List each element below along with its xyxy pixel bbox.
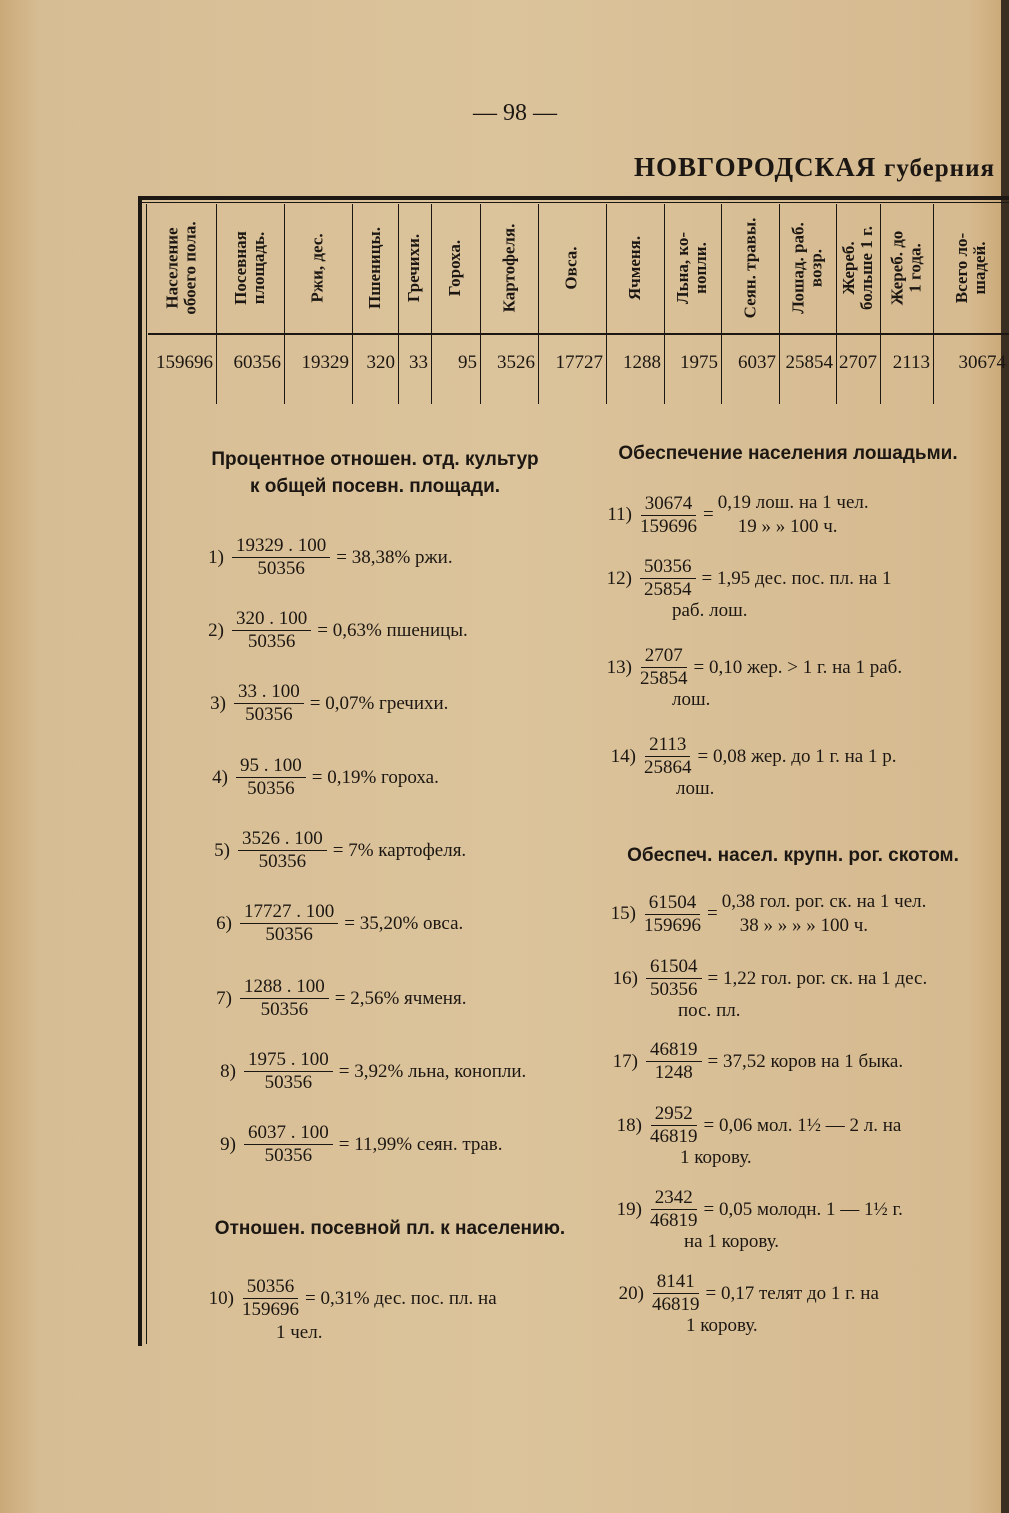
table-value-cell: 60356 <box>233 352 281 373</box>
table-top-rule-thin <box>138 202 1009 203</box>
formula-result: = 37,52 коров на 1 быка. <box>707 1050 904 1072</box>
table-value-cell: 3526 <box>497 352 535 373</box>
table-header-cell <box>721 206 779 330</box>
equals-sign: = <box>703 504 714 525</box>
table-header-label: Гречихи. <box>404 233 424 303</box>
denominator: 159696 <box>640 515 697 537</box>
formula-result: = 7% картофеля. <box>332 839 467 861</box>
formula <box>202 1122 503 1167</box>
page-heading <box>634 152 995 183</box>
denominator: 50356 <box>650 979 698 1000</box>
fraction <box>244 1049 333 1094</box>
formula-continuation: пос. пл. <box>678 1000 741 1021</box>
formula-number: 19) <box>616 1198 642 1220</box>
table-value-cell: 320 <box>366 352 395 373</box>
formula-15 <box>602 890 926 938</box>
table-header-label: Сеян. травы. <box>740 217 759 319</box>
numerator: 17727 . 100 <box>240 901 338 924</box>
formula <box>608 1187 903 1232</box>
formula-number: 4) <box>212 766 228 788</box>
numerator: 50356 <box>243 1276 299 1299</box>
formula-number: 9) <box>220 1133 236 1155</box>
numerator: 46819 <box>646 1039 702 1062</box>
numerator: 61504 <box>645 892 701 915</box>
formula-number: 20) <box>618 1282 644 1304</box>
result-line: 0,38 гол. рог. ск. на 1 чел. <box>721 891 927 912</box>
table-value-cell: 2113 <box>892 352 930 373</box>
formula-result: = 0,08 жер. до 1 г. на 1 р. <box>697 745 897 767</box>
formula-result: = 35,20% овса. <box>344 912 464 934</box>
numerator: 2952 <box>651 1103 697 1126</box>
formula-10 <box>200 1276 497 1321</box>
denominator: 50356 <box>247 778 295 799</box>
formula-number: 1) <box>208 546 224 568</box>
numerator: 95 . 100 <box>236 755 306 778</box>
numerator: 3526 . 100 <box>238 828 327 851</box>
formula-result: = 1,95 дес. пос. пл. на 1 <box>701 567 892 589</box>
fraction <box>650 1187 698 1232</box>
section-title-crops <box>175 446 575 500</box>
table-header-label: Посевная площадь. <box>231 231 269 305</box>
denominator: 50356 <box>264 1145 313 1166</box>
table-value-cell: 95 <box>458 352 477 373</box>
table-header-label: Жереб. больше 1 г. <box>839 225 876 311</box>
table-header-label: Лошад. раб. возр. <box>788 222 826 314</box>
section-title-population: Отношен. посевной пл. к населению. <box>214 1218 566 1239</box>
table-header-cell <box>480 206 538 330</box>
formula <box>604 956 927 1001</box>
table-value-cell: 159696 <box>156 352 213 373</box>
fraction <box>234 681 304 726</box>
formula-result: = 0,17 телят до 1 г. на <box>705 1282 879 1304</box>
table-value-cell: 33 <box>409 352 428 373</box>
formula-number: 10) <box>208 1287 234 1309</box>
table-header-cell <box>664 206 721 330</box>
formula-result: = 0,31% дес. пос. пл. на <box>305 1287 497 1309</box>
table-value-cell: 6037 <box>738 352 776 373</box>
numerator: 50356 <box>640 556 696 579</box>
denominator: 25864 <box>644 757 692 778</box>
section-title-cattle: Обеспеч. насел. крупн. рог. скотом. <box>627 845 959 866</box>
fraction <box>232 535 330 580</box>
table-value-cell: 2707 <box>839 352 877 373</box>
formula <box>610 1271 879 1316</box>
table-header-label: Овса. <box>562 246 581 290</box>
page-number: — 98 — <box>473 100 557 126</box>
formula-result: = 2,56% ячменя. <box>334 987 467 1009</box>
formula-number: 18) <box>616 1114 642 1136</box>
formula-continuation: лош. <box>672 689 711 710</box>
formula-number: 6) <box>216 912 232 934</box>
denominator: 50356 <box>247 631 296 652</box>
fraction <box>652 1271 700 1316</box>
table-value-cell: 25854 <box>785 352 833 373</box>
denominator: 1248 <box>654 1062 693 1083</box>
formula-continuation: 1 корову. <box>680 1147 752 1168</box>
formula-number: 5) <box>214 839 230 861</box>
formula-number: 12) <box>606 567 632 589</box>
table-value-cell: 1975 <box>680 352 718 373</box>
formula-number: 16) <box>612 967 638 989</box>
formula <box>202 1049 526 1094</box>
denominator: 50356 <box>260 999 309 1020</box>
formula <box>604 1039 903 1084</box>
formula <box>190 608 468 653</box>
table-header-label: Картофеля. <box>499 223 519 313</box>
result-line: 19 » » 100 ч. <box>737 516 838 537</box>
formula-number: 11) <box>607 504 632 525</box>
numerator: 33 . 100 <box>234 681 304 704</box>
table-header-cell <box>352 206 398 330</box>
table-header-label: Гороха. <box>445 239 465 297</box>
formula <box>192 681 448 726</box>
fraction <box>644 892 701 937</box>
formula-result: = 0,05 молодн. 1 — 1½ г. <box>703 1198 903 1220</box>
denominator: 50356 <box>264 1072 313 1093</box>
fraction <box>242 1276 299 1321</box>
table-value-cell: 17727 <box>555 352 603 373</box>
formula-continuation: 1 корову. <box>686 1315 758 1336</box>
fraction <box>640 645 688 690</box>
denominator: 46819 <box>650 1126 698 1147</box>
table-header-cell <box>398 206 431 330</box>
numerator: 320 . 100 <box>232 608 311 631</box>
formula-number: 8) <box>220 1060 236 1082</box>
fraction <box>238 828 327 873</box>
fraction <box>644 734 692 779</box>
formula-result: = 1,22 гол. рог. ск. на 1 дес. <box>707 967 928 989</box>
numerator: 8141 <box>653 1271 699 1294</box>
table-header-cell <box>431 206 480 330</box>
formula <box>598 556 892 601</box>
formula-number: 15) <box>610 903 636 924</box>
formula-number: 17) <box>612 1050 638 1072</box>
table-header-cell <box>880 206 933 330</box>
fraction <box>244 1122 333 1167</box>
fraction <box>646 956 702 1001</box>
table-header-label: Жереб. до 1 года. <box>887 230 925 306</box>
formula-result: = 0,19% гороха. <box>311 766 439 788</box>
formula <box>198 976 466 1021</box>
numerator: 2707 <box>641 645 687 668</box>
table-header-cell <box>216 206 284 330</box>
formula <box>194 755 439 800</box>
denominator: 46819 <box>652 1294 700 1315</box>
table-header-label: Всего ло- шадей. <box>951 232 989 304</box>
section-title-horses: Обеспечение населения лошадьми. <box>618 443 958 464</box>
formula-number: 14) <box>610 745 636 767</box>
result-line: 0,19 лош. на 1 чел. <box>717 492 869 513</box>
formula <box>608 1103 901 1148</box>
numerator: 30674 <box>641 493 697 516</box>
denominator: 50356 <box>257 558 305 579</box>
denominator: 25854 <box>640 668 688 689</box>
denominator: 50356 <box>258 851 307 872</box>
formula <box>190 535 453 580</box>
table-header-cell <box>147 206 216 330</box>
denominator: 50356 <box>265 924 313 945</box>
formula-continuation: раб. лош. <box>672 600 748 621</box>
numerator: 1975 . 100 <box>244 1049 333 1072</box>
equals-sign: = <box>707 903 718 924</box>
table-value-cell: 19329 <box>301 352 349 373</box>
formula-result: = 11,99% сеян. трав. <box>338 1133 503 1155</box>
table-top-rule <box>138 196 1009 200</box>
formula-result: = 0,07% гречихи. <box>309 692 449 714</box>
denominator: 159696 <box>242 1299 299 1320</box>
table-header-label: Льна, ко- нопли. <box>673 231 711 305</box>
formula-result: = 0,63% пшеницы. <box>317 619 468 641</box>
denominator: 46819 <box>650 1210 698 1231</box>
fraction <box>650 1103 698 1148</box>
denominator: 50356 <box>245 704 293 725</box>
fraction <box>236 755 306 800</box>
denominator: 159696 <box>644 914 701 936</box>
formula-result-stack <box>718 491 869 539</box>
table-header-cell <box>836 206 880 330</box>
formula-number: 7) <box>216 987 232 1009</box>
table-header-cell <box>538 206 606 330</box>
numerator: 19329 . 100 <box>232 535 330 558</box>
formula-result-stack <box>722 890 927 938</box>
table-left-rule <box>138 196 142 1346</box>
numerator: 6037 . 100 <box>244 1122 333 1145</box>
formula <box>602 734 896 779</box>
formula-number: 2) <box>208 619 224 641</box>
fraction <box>240 976 329 1021</box>
formula-number: 3) <box>210 692 226 714</box>
formula-11 <box>598 491 869 539</box>
formula-continuation: на 1 корову. <box>684 1231 780 1252</box>
formula-continuation: 1 чел. <box>276 1322 323 1343</box>
formula <box>196 828 466 873</box>
table-header-label: Ржи, дес. <box>308 233 327 303</box>
table-header-cell <box>933 206 1009 330</box>
heading-suffix: губерния <box>883 155 995 182</box>
denominator: 25854 <box>644 579 692 600</box>
formula-result: = 0,06 мол. 1½ — 2 л. на <box>703 1114 902 1136</box>
section-title-line: Процентное отношен. отд. культур <box>211 449 539 470</box>
table-header-label: Население обоего пола. <box>162 221 200 315</box>
formula-result: = 38,38% ржи. <box>336 546 453 568</box>
fraction <box>232 608 311 653</box>
numerator: 1288 . 100 <box>240 976 329 999</box>
table-header-label: Пшеницы. <box>365 226 384 310</box>
fraction <box>646 1039 702 1084</box>
table-header-cell <box>779 206 836 330</box>
section-title-line: к общей посевн. площади. <box>249 476 501 497</box>
formula-result: = 0,10 жер. > 1 г. на 1 раб. <box>693 656 903 678</box>
table-header-cell <box>606 206 664 330</box>
formula <box>598 645 902 690</box>
numerator: 2113 <box>645 734 690 757</box>
numerator: 2342 <box>651 1187 697 1210</box>
result-line: 38 » » » » 100 ч. <box>739 915 869 936</box>
fraction <box>640 556 696 601</box>
numerator: 61504 <box>646 956 702 979</box>
formula-continuation: лош. <box>676 778 715 799</box>
fraction <box>240 901 338 946</box>
formula <box>198 901 463 946</box>
table-value-cell: 30674 <box>958 352 1006 373</box>
table-value-cell: 1288 <box>623 352 661 373</box>
formula-result: = 3,92% льна, конопли. <box>338 1060 527 1082</box>
table-header-cell <box>284 206 352 330</box>
fraction <box>640 493 697 538</box>
formula-number: 13) <box>606 656 632 678</box>
heading-region: НОВГОРОДСКАЯ <box>634 152 877 182</box>
table-header-label: Ячменя. <box>625 235 645 301</box>
